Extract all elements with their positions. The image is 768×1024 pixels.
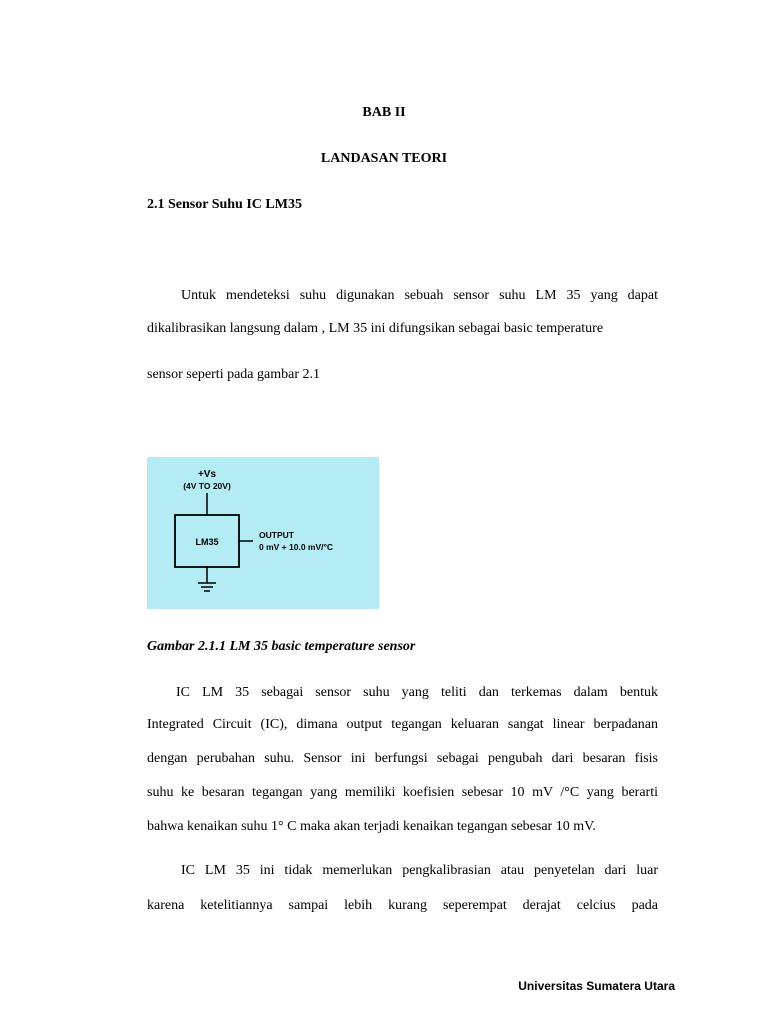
paragraph-line: Untuk mendeteksi suhu digunakan sebuah sensor suhu LM 35 yang dapat — [181, 288, 658, 303]
paragraph-line: dengan perubahan suhu. Sensor ini berfungsi sebagai pengubah dari besaran fisis — [147, 751, 658, 766]
lm35-circuit-diagram — [147, 457, 379, 609]
ground-icon — [198, 583, 216, 591]
paragraph-line: Integrated Circuit (IC), dimana output tegangan keluaran sangat linear berpadanan — [147, 717, 658, 732]
section-heading: 2.1 Sensor Suhu IC LM35 — [147, 197, 302, 212]
paragraph-line: suhu ke besaran tegangan yang memiliki koefisien sebesar 10 mV /°C yang berarti — [147, 785, 658, 800]
paragraph-line: dikalibrasikan langsung dalam , LM 35 ini difungsikan sebagai basic temperature — [147, 321, 604, 336]
paragraph-line: karena ketelitiannya sampai lebih kurang seperempat derajat celcius pada — [147, 898, 658, 913]
chapter-number: BAB II — [362, 105, 406, 120]
output-formula: 0 mV + 10.0 mV/°C — [259, 542, 334, 552]
lm35-circuit-figure — [147, 457, 379, 609]
supply-range-label: (4V TO 20V) — [183, 481, 231, 491]
chip-label: LM35 — [195, 537, 219, 547]
figure-caption: Gambar 2.1.1 LM 35 basic temperature sensor — [147, 639, 416, 654]
paragraph-line: IC LM 35 sebagai sensor suhu yang teliti dan terkemas dalam bentuk — [176, 685, 658, 700]
output-label: OUTPUT — [259, 530, 294, 540]
paragraph-line: sensor seperti pada gambar 2.1 — [147, 367, 320, 382]
paragraph-line: bahwa kenaikan suhu 1° C maka akan terjadi kenaikan tegangan sebesar 10 mV. — [147, 819, 596, 834]
footer-university: Universitas Sumatera Utara — [518, 979, 675, 993]
paragraph-line: IC LM 35 ini tidak memerlukan pengkalibrasian atau penyetelan dari luar — [181, 863, 658, 878]
supply-voltage-label: +Vs — [197, 469, 217, 480]
chapter-title: LANDASAN TEORI — [320, 151, 448, 166]
